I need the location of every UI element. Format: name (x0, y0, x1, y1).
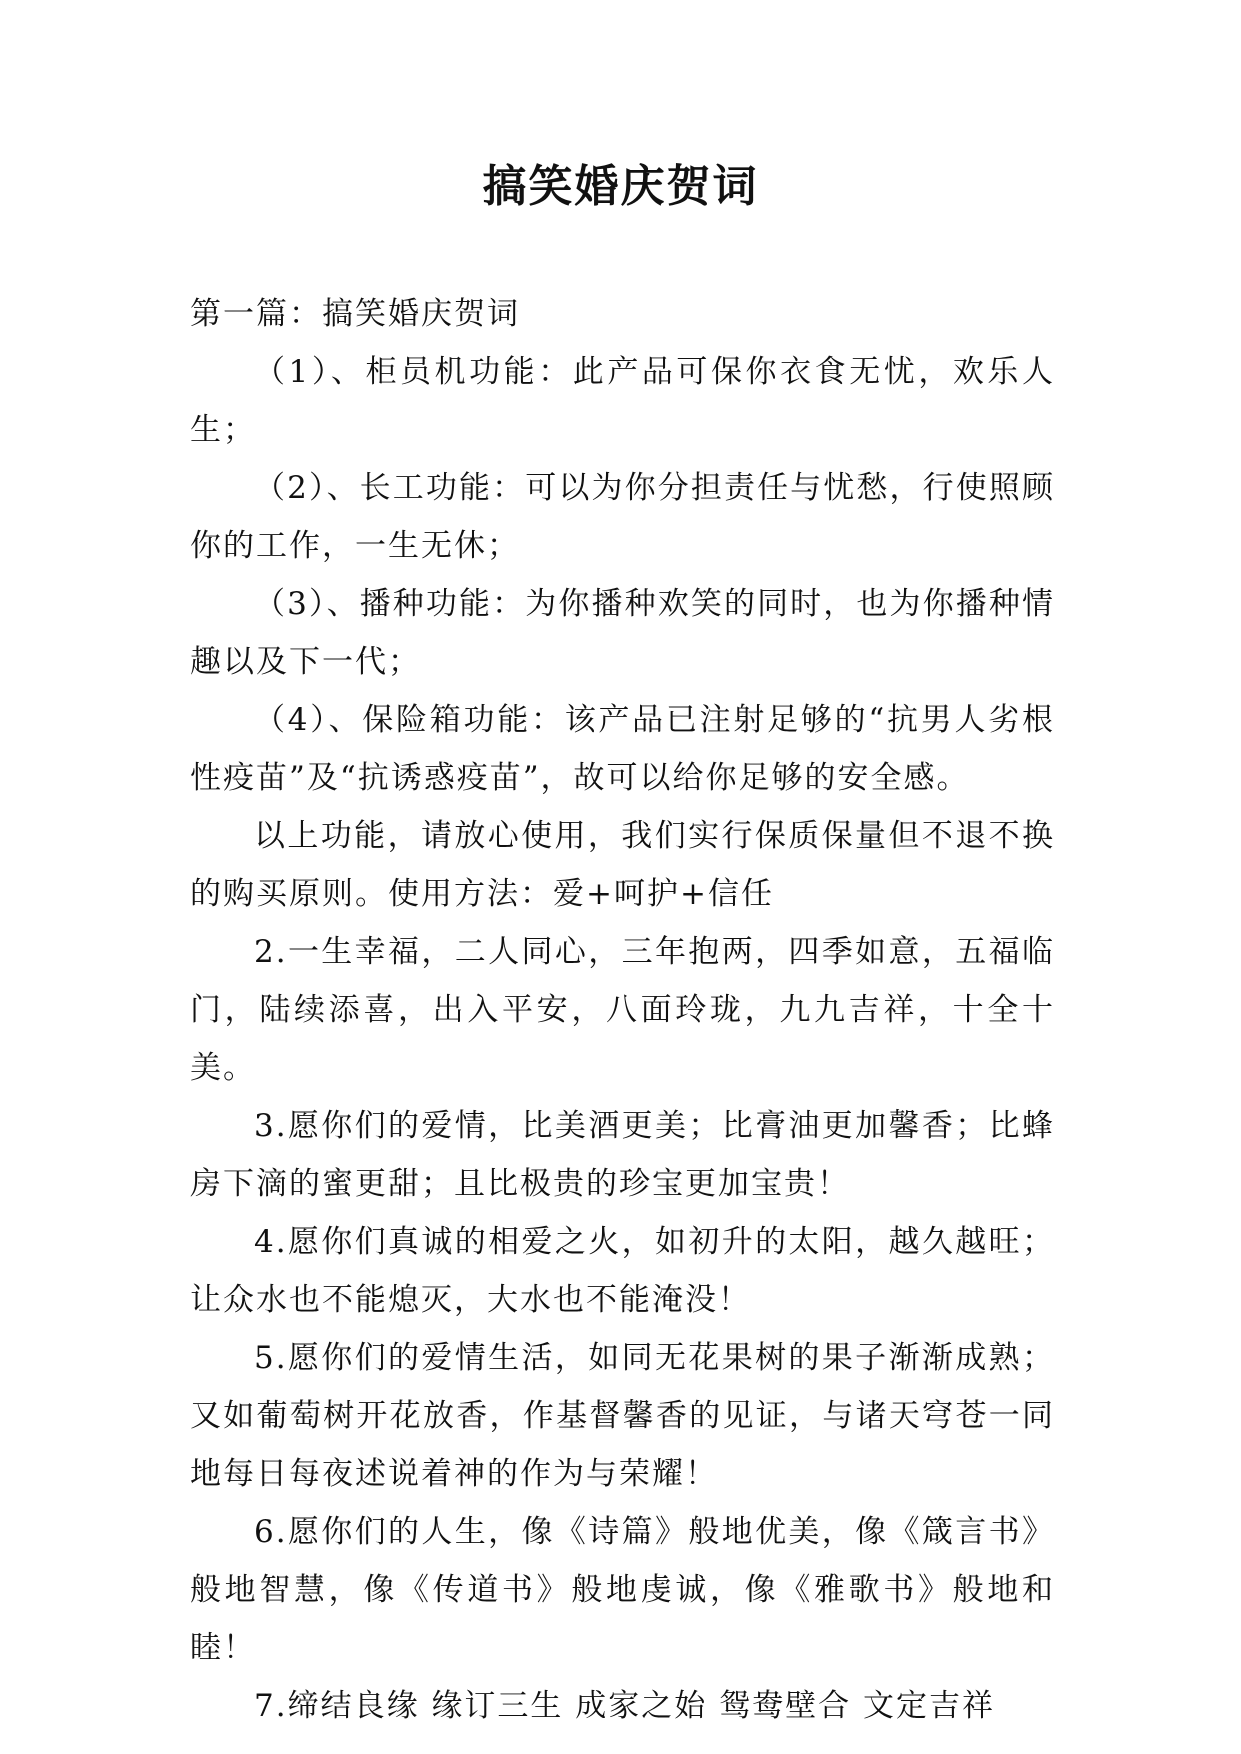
paragraph: 以上功能，请放心使用，我们实行保质保量但不退不换的购买原则。使用方法：爱+呵护+信任 (190, 818, 1055, 912)
paragraph: 2.一生幸福，二人同心，三年抱两，四季如意，五福临门，陆续添喜，出入平安，八面玲珑，九九吉祥，十全十美。 (190, 934, 1055, 1086)
paragraph: 7.缔结良缘 缘订三生 成家之始 鸳鸯壁合 文定吉祥 (254, 1688, 995, 1724)
paragraph: 6.愿你们的人生，像《诗篇》般地优美，像《箴言书》般地智慧，像《传道书》般地虔诚，像《雅歌书》般地和睦！ (190, 1514, 1055, 1666)
paragraph: （1）、柜员机功能：此产品可保你衣食无忧，欢乐人生； (190, 354, 1055, 448)
paragraph: 4.愿你们真诚的相爱之火，如初升的太阳，越久越旺；让众水也不能熄灭，大水也不能淹没！ (190, 1224, 1055, 1318)
paragraph: （3）、播种功能：为你播种欢笑的同时，也为你播种情趣以及下一代； (190, 586, 1055, 680)
paragraph: （2）、长工功能：可以为你分担责任与忧愁，行使照顾你的工作，一生无休； (190, 470, 1055, 564)
section-heading: 第一篇：搞笑婚庆贺词 (190, 296, 520, 332)
paragraph: 3.愿你们的爱情，比美酒更美；比膏油更加馨香；比蜂房下滴的蜜更甜；且比极贵的珍宝更加宝贵！ (190, 1108, 1055, 1202)
paragraph: 5.愿你们的爱情生活，如同无花果树的果子渐渐成熟；又如葡萄树开花放香，作基督馨香的见证，与诸天穹苍一同地每日每夜述说着神的作为与荣耀！ (190, 1340, 1055, 1492)
document-title: 搞笑婚庆贺词 (482, 161, 759, 212)
paragraph: （4）、保险箱功能：该产品已注射足够的“抗男人劣根性疫苗”及“抗诱惑疫苗”，故可以给你足够的安全感。 (190, 702, 1055, 796)
document-body (190, 285, 1055, 1735)
